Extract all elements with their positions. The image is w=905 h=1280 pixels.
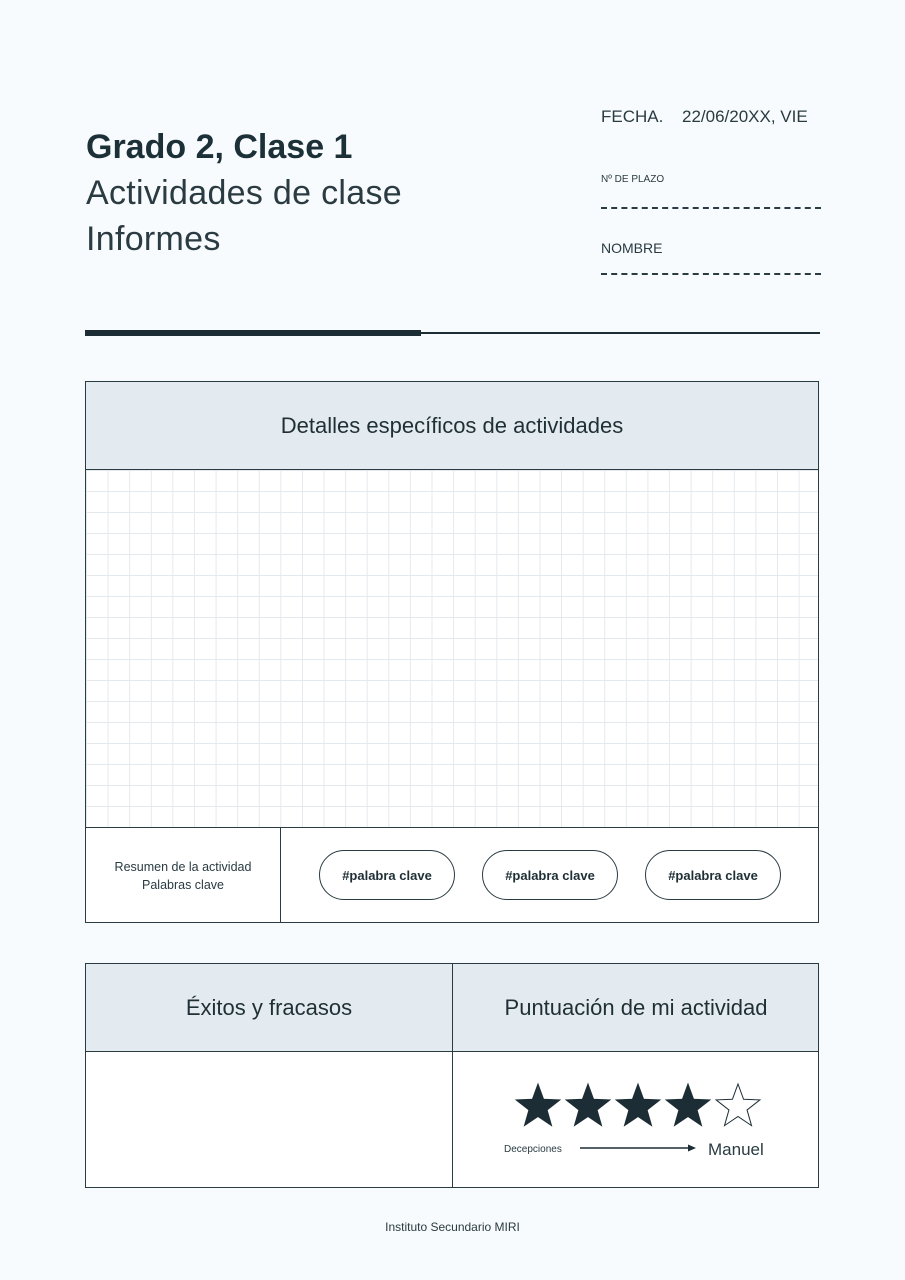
summary-keywords-cell [86, 828, 281, 922]
activity-details-header [86, 382, 818, 470]
scale-arrow-icon [580, 1142, 696, 1154]
rating-scale-high-label: Manuel [708, 1140, 764, 1159]
activity-details-grid[interactable] [86, 470, 818, 828]
successes-failures-title: Éxitos y fracasos [185, 995, 353, 1020]
activity-rating-title: Puntuación de mi actividad [504, 995, 768, 1020]
date-value: 22/06/20XX, VIE [682, 107, 808, 126]
term-number-label: Nº DE PLAZO [601, 174, 665, 185]
term-number-field[interactable] [601, 207, 821, 209]
keyword-tag-1[interactable]: #palabra clave [319, 850, 455, 900]
rating-scale-low-label: Decepciones [504, 1144, 562, 1155]
keywords-label: Palabras clave [142, 878, 224, 892]
star-filled-icon[interactable] [664, 1082, 712, 1130]
footer-school-name: Instituto Secundario MIRI [385, 1220, 520, 1234]
star-filled-icon[interactable] [614, 1082, 662, 1130]
name-label: NOMBRE [601, 240, 663, 256]
keyword-tag-2[interactable]: #palabra clave [482, 850, 618, 900]
header-divider-thin [421, 332, 820, 334]
activity-details-section [85, 381, 819, 923]
report-subtitle-line1: Actividades de clase [86, 174, 402, 212]
activity-details-title: Detalles específicos de actividades [280, 413, 624, 438]
keyword-tag-3[interactable]: #palabra clave [645, 850, 781, 900]
evaluation-section [85, 963, 819, 1188]
star-filled-icon[interactable] [514, 1082, 562, 1130]
summary-label: Resumen de la actividad [114, 860, 252, 874]
evaluation-column-divider [452, 964, 453, 1187]
report-subtitle-line2: Informes [86, 220, 221, 258]
star-empty-icon[interactable] [714, 1082, 762, 1130]
class-title: Grado 2, Clase 1 [86, 128, 353, 166]
name-field[interactable] [601, 273, 821, 275]
date-label: FECHA. [601, 107, 664, 126]
star-filled-icon[interactable] [564, 1082, 612, 1130]
header-divider-thick [85, 330, 421, 336]
